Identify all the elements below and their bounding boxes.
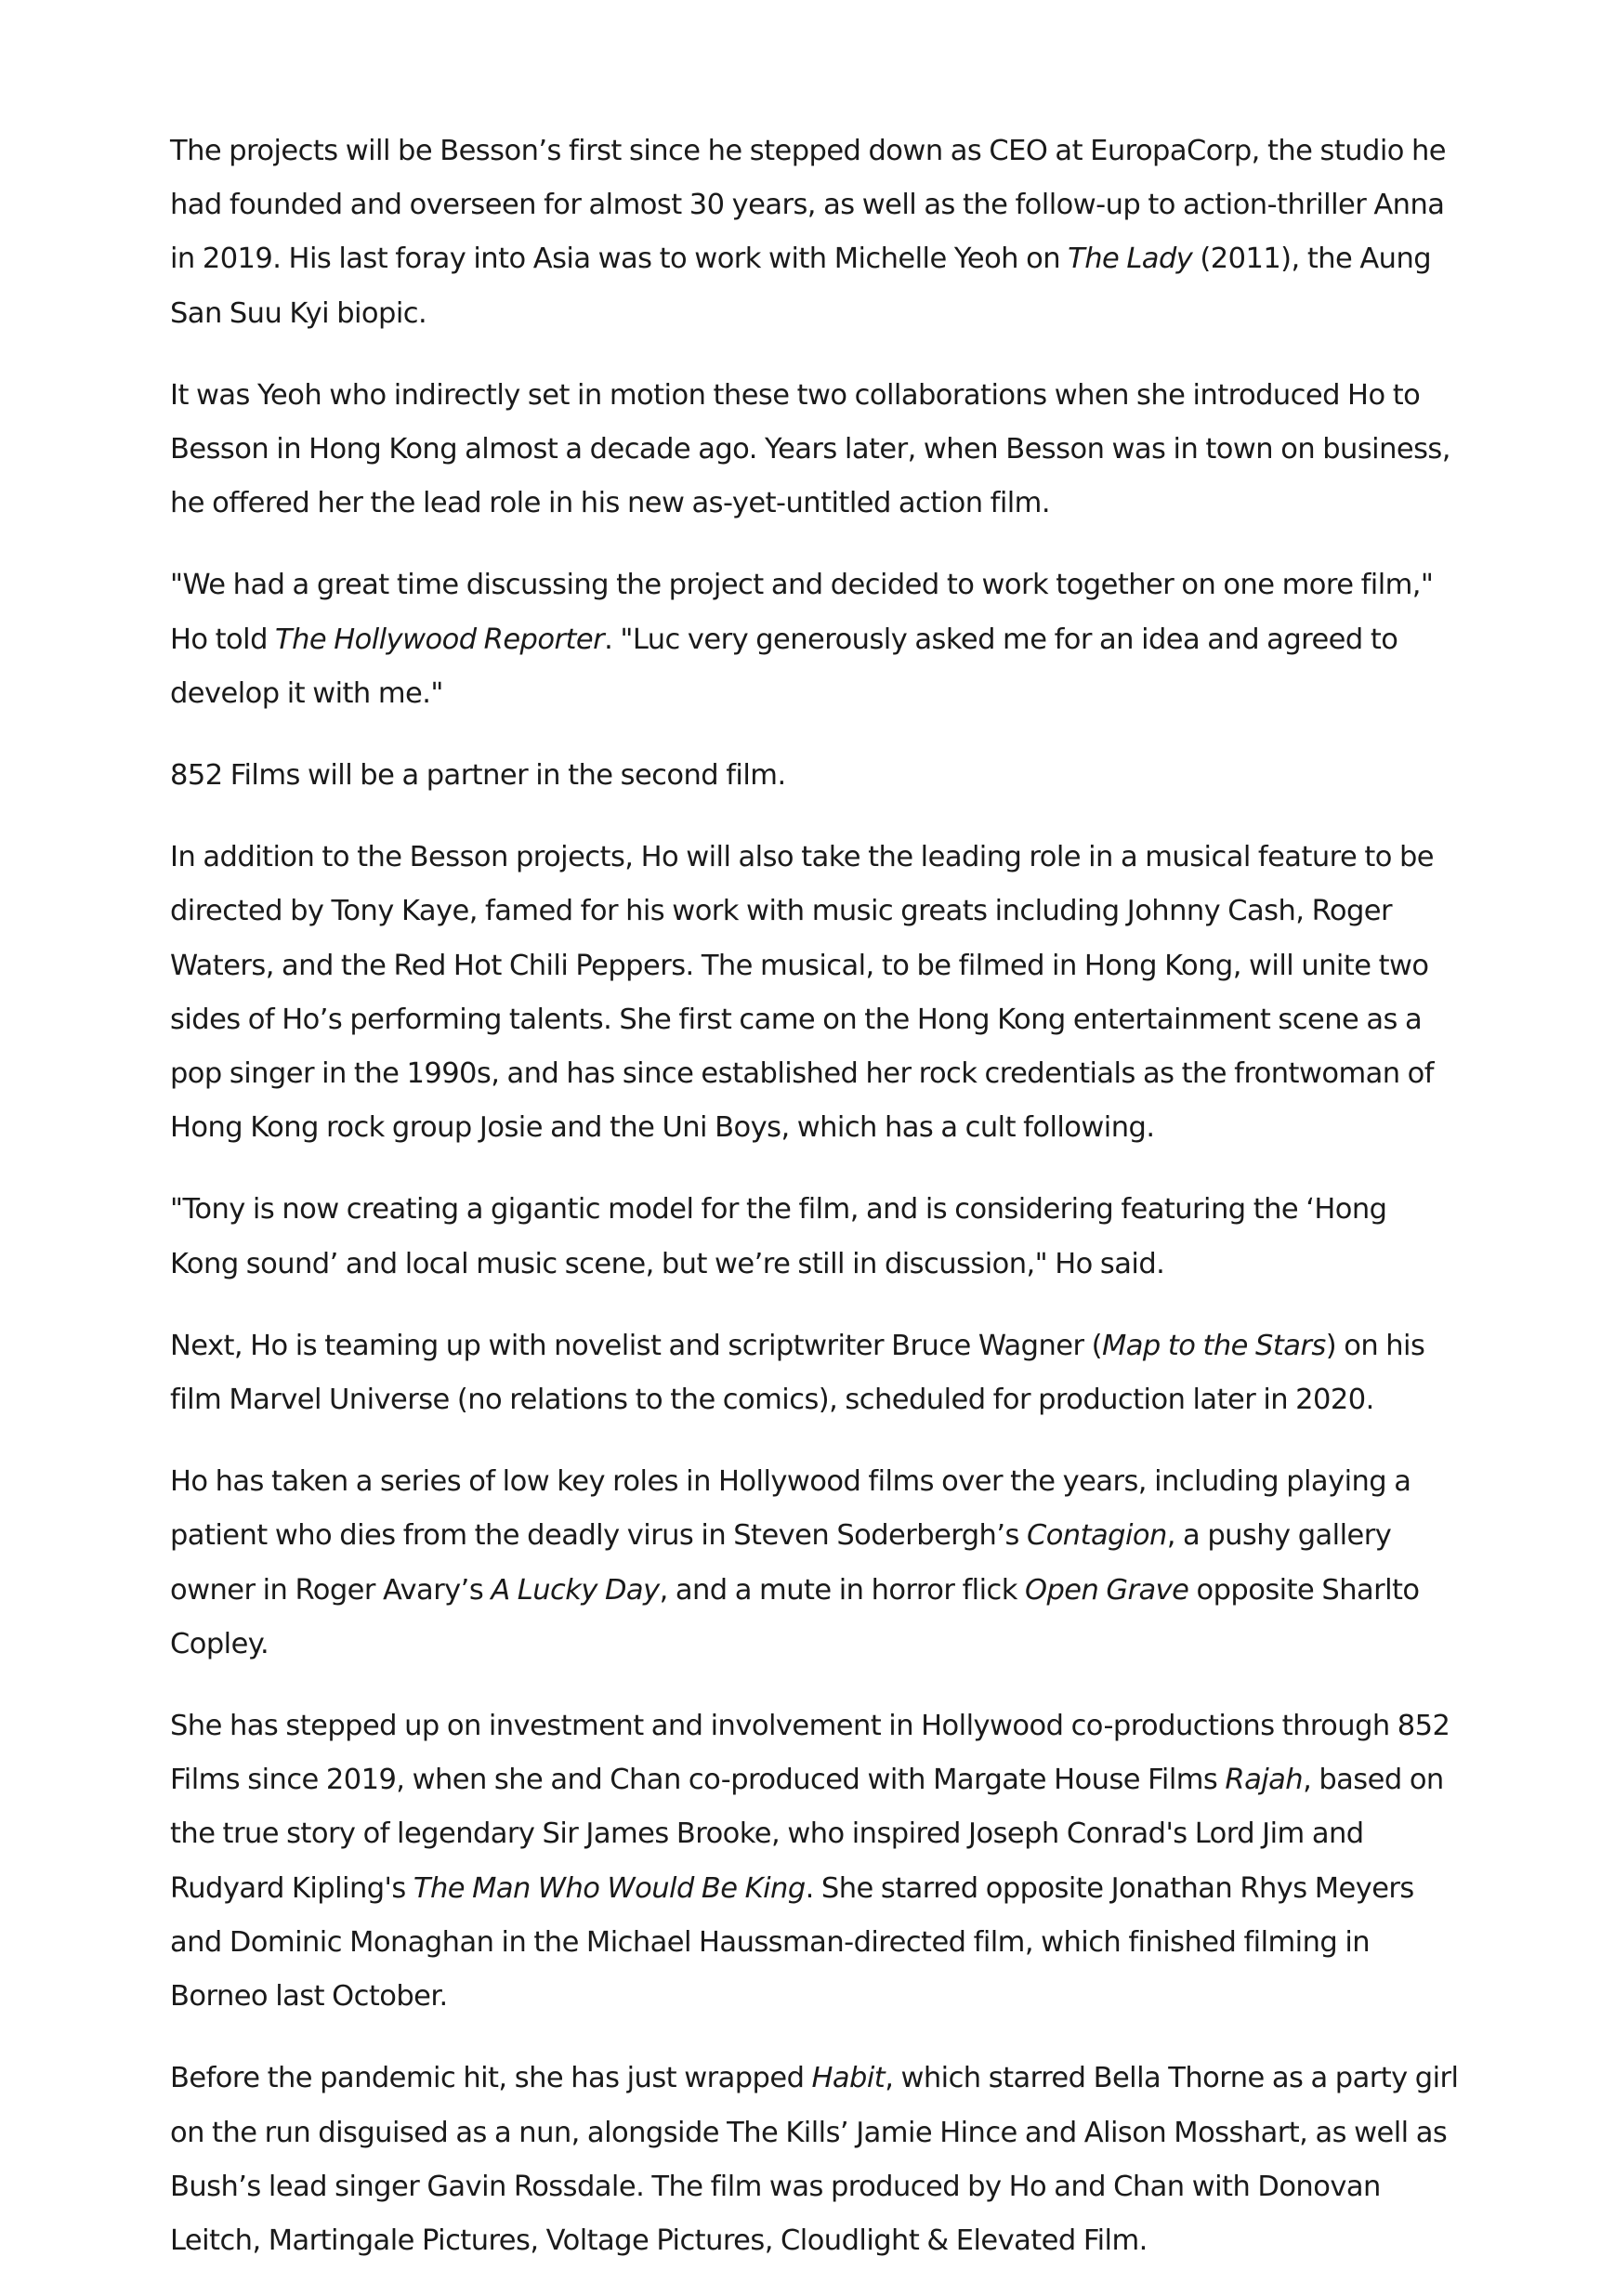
paragraph-text: In addition to the Besson projects, Ho will also take the leading role in a musical feature to be directed by Tony Kaye, famed for his work with music greats including Johnny Cash, Roger Waters, and the Red Hot Chili Peppers. The musical, to be filmed in Hong Kong, will unite two sides of Ho’s performing talents. She first came on the Hong Kong entertainment scene as a pop singer in the 1990s, and has since established her rock credentials as the frontwoman of Hong Kong rock group Josie and the Uni Boys, which has a cult following. <box>170 841 1435 1145</box>
paragraph-text: , and a mute in horror flick <box>659 1573 1026 1607</box>
paragraph <box>170 1183 1462 1291</box>
paragraph-text: . "Luc very generously asked me for an idea and agreed to develop it with me." <box>170 623 1398 710</box>
paragraph <box>170 2052 1462 2268</box>
paragraph <box>170 1455 1462 1672</box>
paragraph-text: , based on the true story of legendary Sir James Brooke, who inspired Joseph Conrad's Lord Jim and Rudyard Kipling's <box>170 1764 1444 1905</box>
paragraph-text: "We had a great time discussing the project and decided to work together on one more film," Ho told <box>170 569 1434 656</box>
italic-title-text: Contagion <box>1026 1519 1167 1553</box>
paragraph <box>170 1319 1462 1427</box>
article-body <box>170 125 1462 2296</box>
italic-title-text: A Lucky Day <box>491 1573 660 1607</box>
italic-title-text: The Man Who Would Be King <box>413 1871 806 1905</box>
italic-title-text: The Hollywood Reporter <box>275 623 605 656</box>
italic-title-text: Habit <box>811 2062 886 2095</box>
paragraph-text: The projects will be Besson’s first since he stepped down as CEO at EuropaCorp, the studio he had founded and overseen for almost 30 years, as well as the follow-up to action-thriller Anna in 2019. His last foray into Asia was to work with Michelle Yeoh on <box>170 135 1447 276</box>
italic-title-text: Open Grave <box>1025 1573 1189 1607</box>
italic-title-text: Rajah <box>1225 1764 1304 1797</box>
paragraph-text: (2011), the Aung San Suu Kyi biopic. <box>170 243 1432 330</box>
paragraph <box>170 749 1462 803</box>
paragraph-text: , a pushy gallery owner in Roger Avary’s <box>170 1519 1392 1607</box>
paragraph-text: She has stepped up on investment and involvement in Hollywood co-productions through 852 Films since 2019, when she and Chan co-produced with Margate House Films <box>170 1710 1450 1797</box>
paragraph <box>170 125 1462 341</box>
italic-title-text: The Lady <box>1068 243 1193 276</box>
paragraph-text: opposite Sharlto Copley. <box>170 1573 1420 1660</box>
paragraph <box>170 369 1462 531</box>
paragraph <box>170 831 1462 1155</box>
paragraph-text: . She starred opposite Jonathan Rhys Meyers and Dominic Monaghan in the Michael Haussman-directed film, which finished filming in Borneo last October. <box>170 1871 1414 2014</box>
paragraph-text: 852 Films will be a partner in the second film. <box>170 759 786 793</box>
paragraph <box>170 558 1462 721</box>
paragraph <box>170 1699 1462 2024</box>
paragraph-text: Next, Ho is teaming up with novelist and scriptwriter Bruce Wagner ( <box>170 1329 1102 1362</box>
paragraph-text: Ho has taken a series of low key roles in Hollywood films over the years, including playing a patient who dies from the deadly virus in Steven Soderbergh’s <box>170 1465 1411 1553</box>
italic-title-text: Map to the Stars <box>1101 1329 1326 1362</box>
paragraph-text: Before the pandemic hit, she has just wrapped <box>170 2062 812 2095</box>
paragraph-text: It was Yeoh who indirectly set in motion these two collaborations when she introduced Ho to Besson in Hong Kong almost a decade ago. Years later, when Besson was in town on business, he offered her the lead role in his new as-yet-untitled action film. <box>170 378 1450 520</box>
paragraph-text: "Tony is now creating a gigantic model for the film, and is considering featuring the ‘Hong Kong sound’ and local music scene, but we’re still in discussion," Ho said. <box>170 1193 1387 1280</box>
paragraph-text: ) on his film Marvel Universe (no relations to the comics), scheduled for production later in 2020. <box>170 1329 1425 1417</box>
paragraph-text: , which starred Bella Thorne as a party girl on the run disguised as a nun, alongside The Kills’ Jamie Hince and Alison Mosshart, as well as Bush’s lead singer Gavin Rossdale. The film was produced by Ho and Chan with Donovan Leitch, Martingale Pictures, Voltage Pictures, Cloudlight & Elevated Film. <box>170 2062 1459 2257</box>
